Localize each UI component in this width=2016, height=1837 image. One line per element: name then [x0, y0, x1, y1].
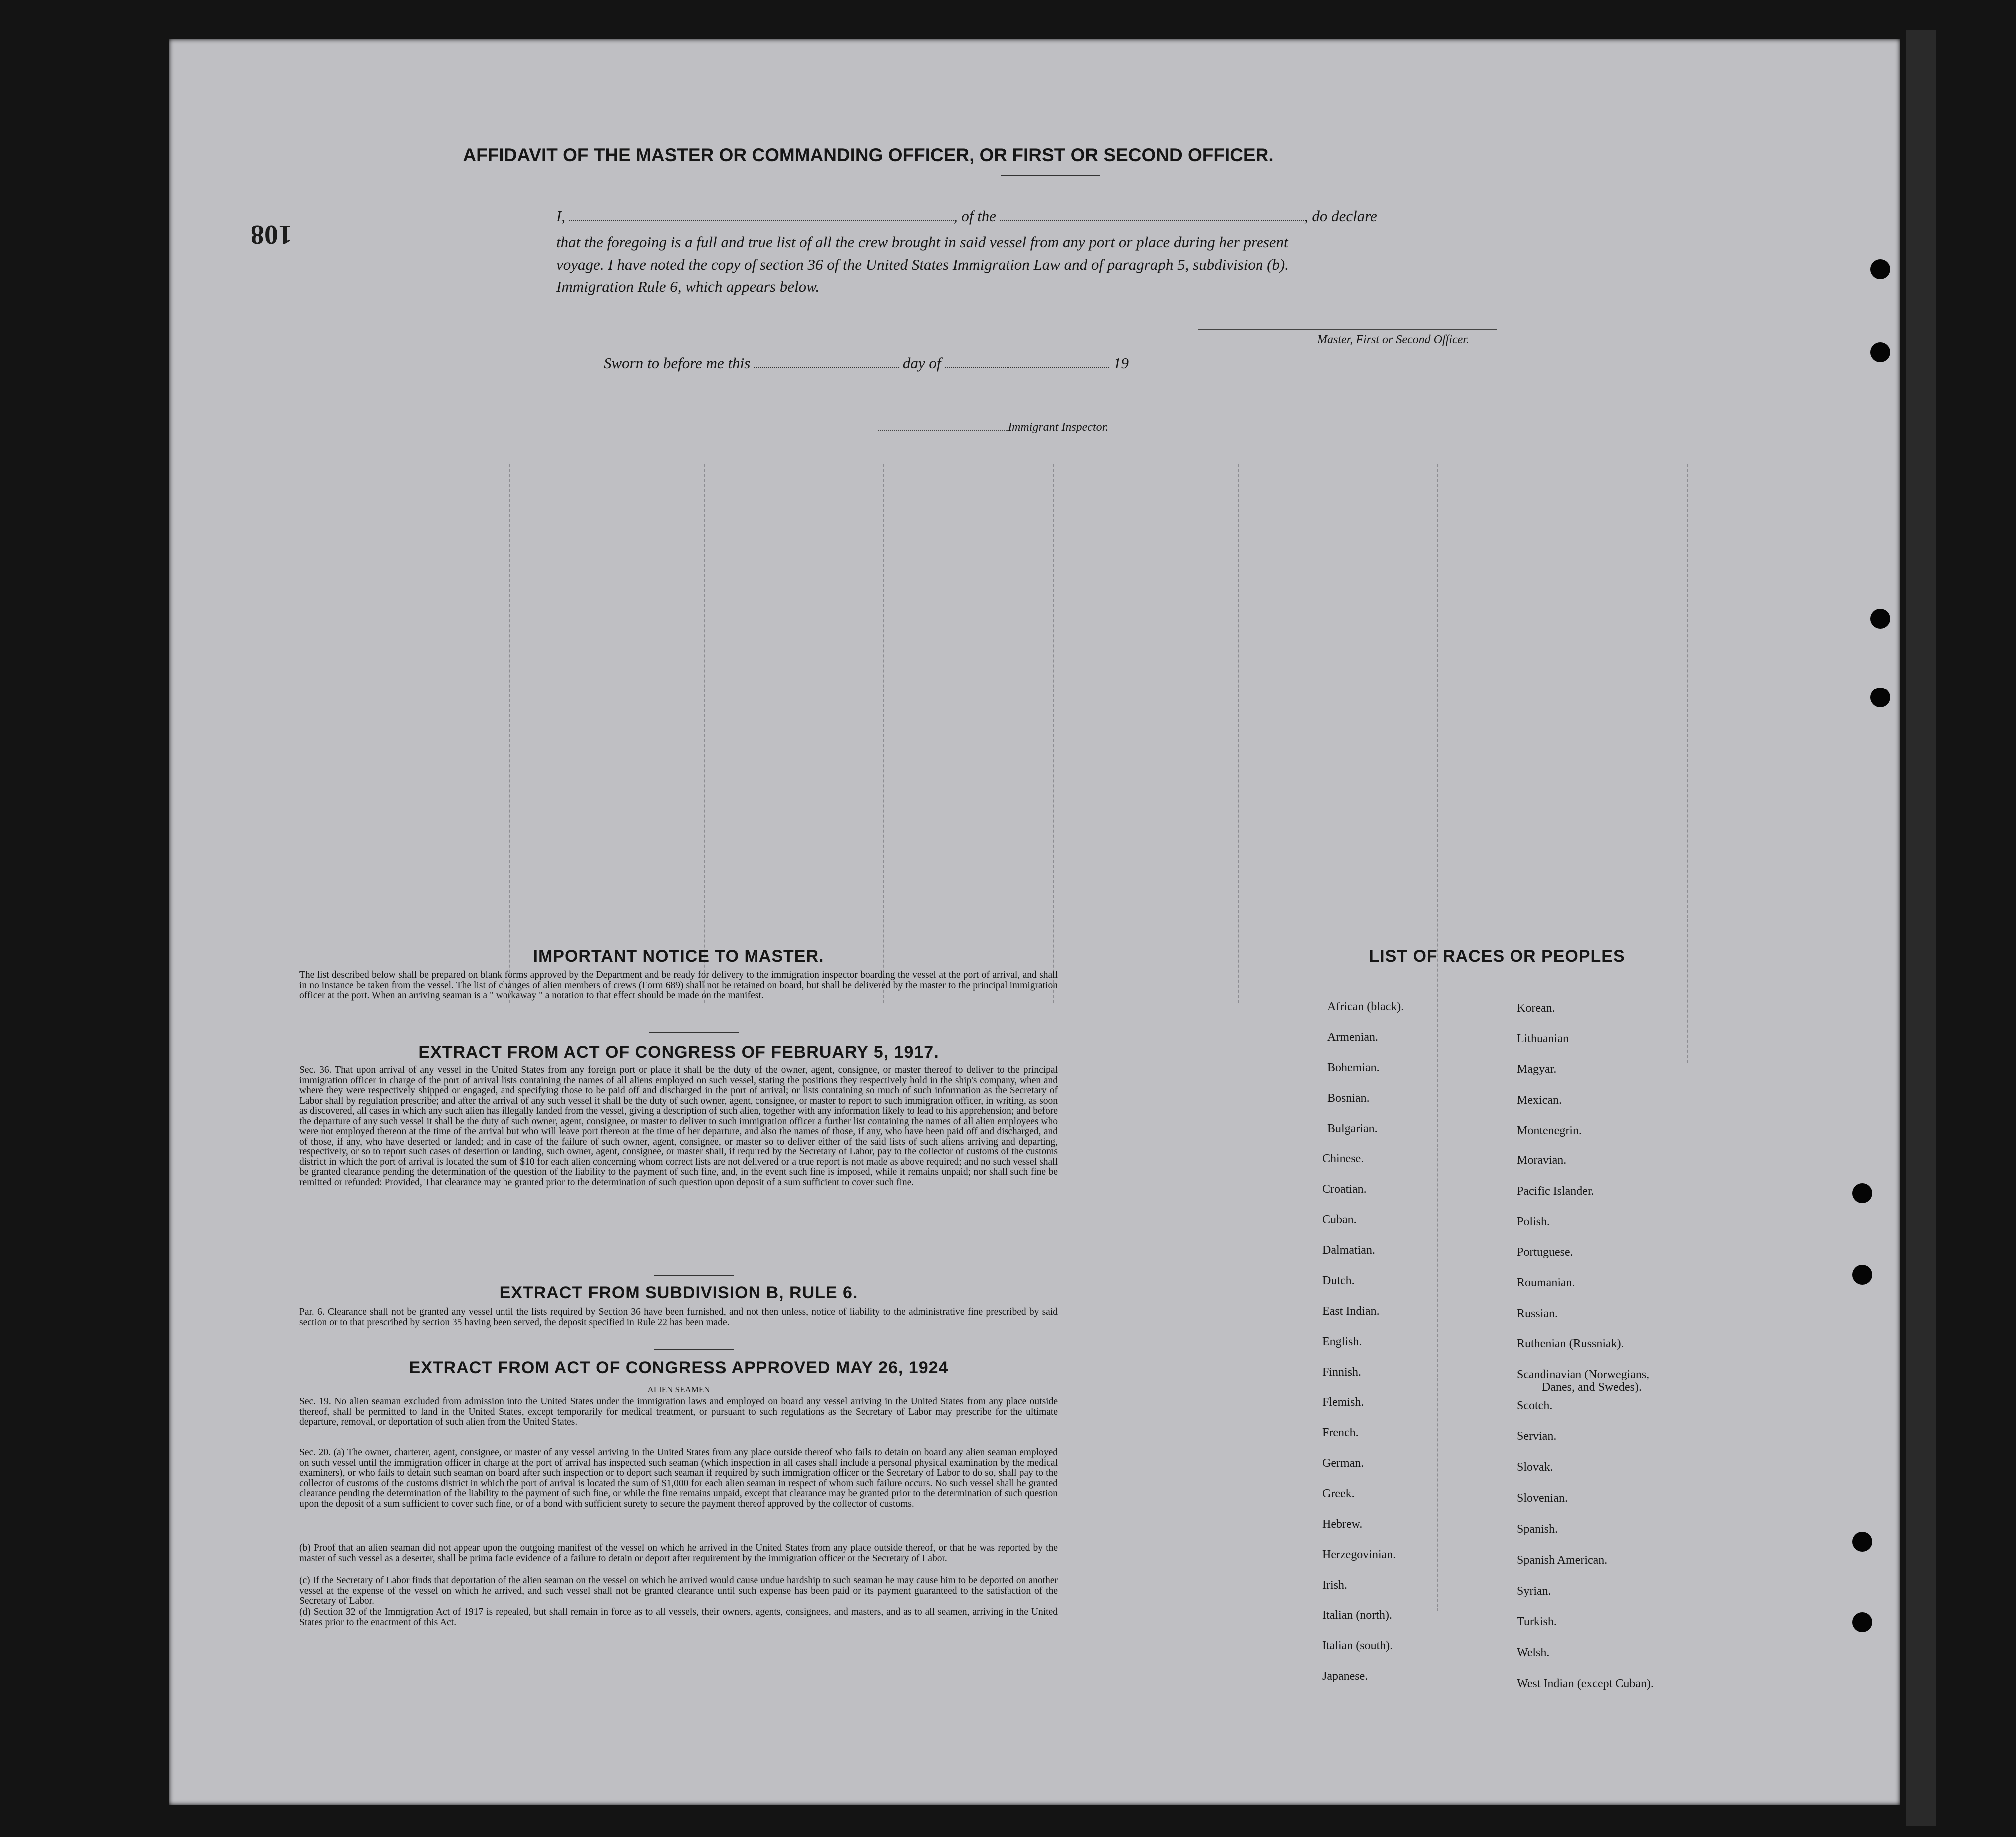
alien-seamen-subtitle: ALIEN SEAMEN [647, 1385, 710, 1394]
extract-1917-rule [654, 1275, 734, 1276]
race-item: Chinese. [1322, 1152, 1364, 1165]
race-item: Danes, and Swedes). [1542, 1381, 1642, 1394]
race-item: Portuguese. [1517, 1246, 1573, 1259]
extract-rule6-rule [654, 1349, 734, 1350]
sheet-edge [1906, 30, 1936, 1826]
extract-1924-sec20d: (d) Section 32 of the Immigration Act of 1917 is repealed, but shall remain in force as to all vessels, their owners, agents, consignees, and masters, and as to all seamen, arriving in the United States prior to the enactment of this Act. [299, 1607, 1058, 1628]
race-item: Spanish. [1517, 1523, 1558, 1536]
race-item: Italian (south). [1322, 1639, 1393, 1652]
race-item: Greek. [1322, 1487, 1355, 1500]
notice-text: The list described below shall be prepared on blank forms approved by the Department and be ready for delivery to the immigration inspector boarding the vessel at the port of arrival, and shall in no instance be taken from the vessel. The list of changes of alien members of crews (Form 689) shall not be retained on board, but shall be delivered by the master to the principal immigration officer at the port. When an arriving seaman is a " workaway " a notation to that effect should be made on the manifest. [299, 970, 1058, 1001]
race-item: Lithuanian [1517, 1032, 1569, 1045]
race-item: French. [1322, 1426, 1359, 1439]
race-item: Moravian. [1517, 1154, 1567, 1167]
race-item: Cuban. [1322, 1213, 1357, 1226]
race-item: Finnish. [1322, 1366, 1362, 1378]
name-blank[interactable] [569, 208, 954, 221]
race-item: Italian (north). [1322, 1609, 1392, 1622]
master-signature-label: Master, First or Second Officer. [1317, 333, 1469, 346]
race-item: Flemish. [1322, 1396, 1364, 1409]
race-item: East Indian. [1322, 1305, 1380, 1318]
sworn-day-blank[interactable] [754, 355, 899, 368]
race-item: Pacific Islander. [1517, 1185, 1594, 1198]
race-item: Magyar. [1517, 1063, 1557, 1076]
race-item: Armenian. [1327, 1031, 1378, 1044]
race-item: Syrian. [1517, 1585, 1551, 1598]
race-item: Spanish American. [1517, 1554, 1608, 1567]
notice-title: IMPORTANT NOTICE TO MASTER. [533, 947, 824, 966]
notice-rule [649, 1032, 739, 1033]
vessel-blank[interactable] [1000, 208, 1304, 221]
race-item: English. [1322, 1335, 1362, 1348]
race-item: Montenegrin. [1517, 1124, 1582, 1137]
race-item: Slovenian. [1517, 1492, 1568, 1505]
race-item: Servian. [1517, 1430, 1557, 1443]
inspector-signature-line [878, 430, 1008, 431]
extract-1917-text: Sec. 36. That upon arrival of any vessel in the United States from any foreign port or place it shall be the duty of the owner, agent, consignee, or master thereof to deliver to the principal immigration officer in charge of the port of arrival lists containing the names of all aliens employed on such vessel, stating the positions they respectively hold in the ship's company, when and where they were respectively shipped or engaged, and specifying those to be paid off and discharged in the port of arrival; or lists containing so much of such information as the Secretary of Labor shall by regulation prescribe; and after the arrival of any such vessel it shall be the duty of such owner, agent, consignee, or master to report to such immigration officer, in writing, as soon as discovered, all cases in which any such alien has illegally landed from the vessel, giving a description of such alien, together with any information likely to lead to his apprehension; and before the departure of any such vessel it shall be the duty of such owner, agent, consignee, or master to deliver to such immigration officer a further list containing the names of all alien employees who were not employed thereon at the time of the arrival but who will leave port thereon at the time of her departure, and also the names of those, if any, who have been paid off and discharged, and of those, if any, who have deserted or landed; and in case of the failure of such owner, agent, consignee, or master so to deliver either of the said lists of such aliens arriving and departing, respectively, or so to report such cases of desertion or landing, such owner, agent, consignee, or master shall, if required by the Secretary of Labor, pay to the collector of customs of the customs district in which the port of arrival is located the sum of $10 for each alien concerning whom correct lists are not delivered or a true report is not made as above required; and no such vessel shall be granted clearance pending the determination of the question of the liability to the payment of such fine, and, in the event such fine is imposed, while it remains unpaid; nor shall such fine be remitted or refunded: Provided, That clearance may be granted prior to the determination of such question upon deposit of a sum sufficient to cover such fine. [299, 1065, 1058, 1188]
race-item: Slovak. [1517, 1461, 1553, 1474]
extract-1924-sec19: Sec. 19. No alien seaman excluded from admission into the United States under the immigration laws and employed on board any vessel arriving in the United States from any place outside thereof, shall be permitted to land in the United States, except temporarily for medical treatment, or pursuant to such regulations as the Secretary of Labor may prescribe for the ultimate departure, removal, or deportation of such alien from the United States. [299, 1396, 1058, 1427]
race-item: West Indian (except Cuban). [1517, 1677, 1654, 1690]
race-item: Scandinavian (Norwegians, [1517, 1368, 1650, 1381]
race-item: Hebrew. [1322, 1518, 1363, 1531]
race-item: Bosnian. [1327, 1092, 1370, 1105]
sworn-line: Sworn to before me this day of 19 [604, 354, 1129, 372]
affidavit-line-2: that the foregoing is a full and true list of all the crew brought in said vessel from any port or place during her present [556, 233, 1288, 251]
race-item: Herzegovinian. [1322, 1548, 1396, 1561]
extract-1924-sec20a: Sec. 20. (a) The owner, charterer, agent, consignee, or master of any vessel arriving in the United States from any place outside thereof who fails to detain on board any alien seaman employed on such vessel until the immigration officer in charge at the port of arrival has inspected such seaman (which inspection in all cases shall include a personal physical examination by the medical examiners), or who fails to detain such seaman on board after such inspection or to deport such seaman if required by such immigration officer or the Secretary of Labor to do so, shall pay to the collector of customs of the customs district in which the port of arrival is located the sum of $1,000 for each alien seaman in respect of whom such failure occurs. No such vessel shall be granted clearance pending the determination of the liability to the payment of such fine, or while the fine remains unpaid, except that clearance may be granted prior to the determination of such question upon the deposit of a sum sufficient to cover such fine, or of a bond with sufficient surety to secure the payment thereof approved by the collector of customs. [299, 1447, 1058, 1509]
extract-1924-sec20b: (b) Proof that an alien seaman did not appear upon the outgoing manifest of the vessel on which he arrived in the United States from any place outside thereof, or that he was reported by the master of such vessel as a deserter, shall be prima facie evidence of a failure to detain or deport after requirement by the immigration officer or the Secretary of Labor. [299, 1543, 1058, 1564]
affidavit-line-3: voyage. I have noted the copy of section 36 of the United States Immigration Law and of paragraph 5, subdivision (b). [556, 256, 1289, 273]
race-item: Dalmatian. [1322, 1244, 1375, 1257]
race-item: Korean. [1517, 1002, 1555, 1015]
race-item: Turkish. [1517, 1615, 1557, 1628]
race-item: Russian. [1517, 1307, 1558, 1320]
extract-rule6-title: EXTRACT FROM SUBDIVISION B, RULE 6. [499, 1283, 858, 1302]
extract-1924-title: EXTRACT FROM ACT OF CONGRESS APPROVED MAY 26, 1924 [409, 1358, 949, 1377]
sworn-month-blank[interactable] [945, 355, 1109, 368]
inspector-label: Immigrant Inspector. [1008, 421, 1109, 434]
affidavit-line-1: I, , of the , do declare [556, 207, 1377, 225]
race-item: Bulgarian. [1327, 1122, 1378, 1135]
affidavit-title: AFFIDAVIT OF THE MASTER OR COMMANDING OFFICER, OR FIRST OR SECOND OFFICER. [463, 145, 1274, 165]
race-item: Ruthenian (Russniak). [1517, 1337, 1624, 1350]
race-item: African (black). [1327, 1000, 1404, 1013]
extract-1917-title: EXTRACT FROM ACT OF CONGRESS OF FEBRUARY 5, 1917. [418, 1043, 939, 1062]
race-item: Japanese. [1322, 1670, 1368, 1683]
race-item: Polish. [1517, 1215, 1550, 1228]
race-item: Welsh. [1517, 1646, 1550, 1659]
race-item: Scotch. [1517, 1399, 1553, 1412]
document-sheet [169, 39, 1900, 1805]
race-item: Mexican. [1517, 1094, 1562, 1107]
master-signature-line [1198, 329, 1497, 330]
race-item: Croatian. [1322, 1183, 1367, 1196]
race-item: German. [1322, 1457, 1364, 1470]
extract-1924-sec20c: (c) If the Secretary of Labor finds that deportation of the alien seaman on the vessel on which he arrived would cause undue hardship to such seaman he may cause him to be deported on another vessel at the expense of the vessel on which he arrived, and such vessel shall not be granted clearance until such expense has been paid or its payment guaranteed to the satisfaction of the Secretary of Labor. [299, 1575, 1058, 1606]
race-item: Roumanian. [1517, 1276, 1575, 1289]
race-item: Dutch. [1322, 1274, 1355, 1287]
extract-rule6-text: Par. 6. Clearance shall not be granted any vessel until the lists required by Section 36 have been furnished, and not then unless, notice of liability to the administrative fine prescribed by said section or to that prescribed by section 35 having been served, the deposit specified in Rule 22 has been made. [299, 1307, 1058, 1328]
races-title: LIST OF RACES OR PEOPLES [1369, 947, 1625, 966]
race-item: Irish. [1322, 1579, 1347, 1592]
title-rule [1001, 175, 1100, 176]
race-item: Bohemian. [1327, 1061, 1380, 1074]
affidavit-line-4: Immigration Rule 6, which appears below. [556, 278, 820, 295]
page-number-stamp: 108 [251, 219, 292, 250]
